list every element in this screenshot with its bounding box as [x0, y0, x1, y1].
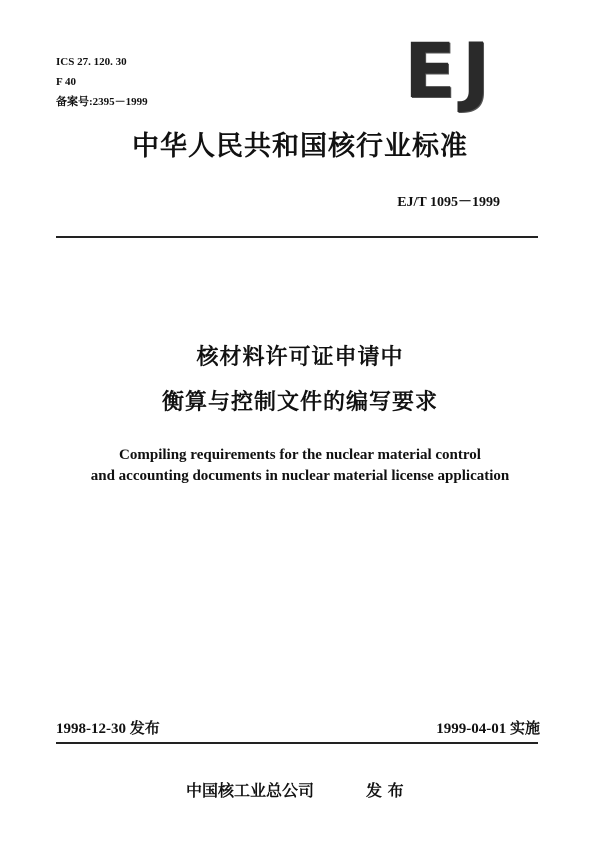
document-title-en-line1: Compiling requirements for the nuclear material control: [119, 447, 481, 463]
category-code: F 40: [56, 76, 77, 88]
footer-divider: [56, 742, 538, 744]
standard-code: EJ/T 1095－1999: [397, 195, 500, 210]
document-title-cn-line1: 核材料许可证申请中: [196, 345, 404, 370]
issue-date: 1998-12-30 发布: [56, 721, 160, 737]
filing-number: 备案号:2395－1999: [56, 96, 148, 108]
document-title-en-line2: and accounting documents in nuclear material license application: [90, 468, 510, 484]
standard-title: 中华人民共和国核行业标准: [132, 131, 468, 162]
document-title-cn-line2: 衡算与控制文件的编写要求: [161, 390, 438, 415]
publisher-name: 中国核工业总公司: [186, 781, 315, 800]
classification-block: [56, 52, 148, 112]
implementation-date: 1999-04-01 实施: [436, 721, 540, 737]
publish-label: 发 布: [366, 781, 404, 800]
ics-code: ICS 27. 120. 30: [56, 56, 127, 68]
ej-logo: EJ: [403, 26, 497, 115]
header-divider: [56, 236, 538, 238]
